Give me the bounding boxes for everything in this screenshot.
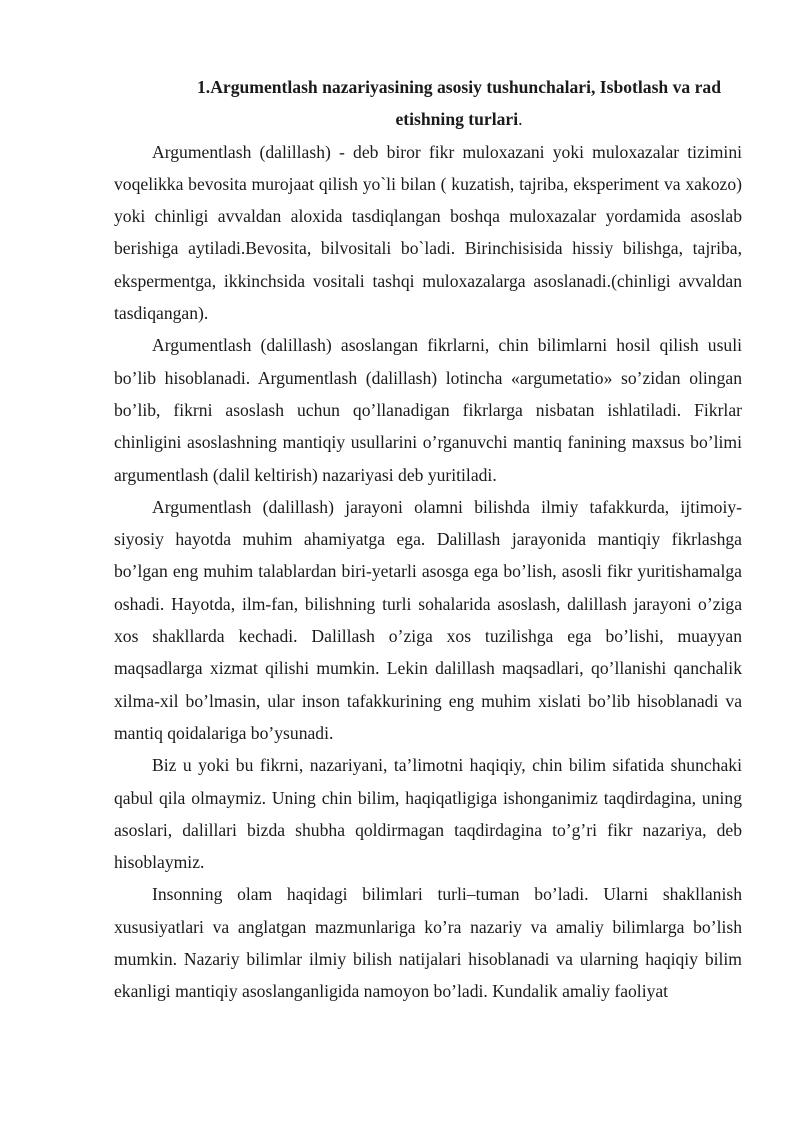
paragraph-4: Biz u yoki bu fikrni, nazariyani, ta’limotni haqiqiy, chin bilim sifatida shunchaki qabul qila olmaymiz. Uning chin bilim, haqiqatligiga ishonganimiz taqdirdagina, uning asoslari, dalillari bizda shubha qoldirmagan taqdirdagina to’g’ri fikr nazariya, deb hisoblaymiz. [114, 755, 742, 873]
section-heading-period: . [518, 109, 523, 130]
paragraph-3: Argumentlash (dalillash) jarayoni olamni bilishda ilmiy tafakkurda, ijtimoiy-siyosiy hayotda muhim ahamiyatga ega. Dalillash jarayonida mantiqiy fikrlashga bo’lgan eng muhim talablardan biri-yetarli asosga ega bo’lish, asosli fikr yuritishamalga oshadi. Hayotda, ilm-fan, bilishning turli sohalarida asoslash, dalillash jarayoni o’ziga xos shakllarda kechadi. Dalillash o’ziga xos tuzilishga ega bo’lishi, muayyan maqsadlarga xizmat qilishi mumkin. Lekin dalillash maqsadlari, qo’llanishi qanchalik xilma-xil bo’lmasin, ular inson tafakkurining eng muhim xislati bo’lib hisoblanadi va mantiq qoidalariga bo’ysunadi. [114, 496, 742, 743]
document-body [114, 71, 742, 1008]
paragraph-1: Argumentlash (dalillash) - deb biror fikr muloxazani yoki muloxazalar tizimini voqelikka bevosita murojaat qilish yo`li bilan ( kuzatish, tajriba, eksperiment va xakozo) yoki chinligi avvaldan aloxida tasdiqlangan boshqa muloxazalar yordamida asoslab berishiga aytiladi.Bevosita, bilvositali bo`ladi. Birinchisisida hissiy bilishga, tajriba, ekspermentga, ikkinchsida vositali tashqi muloxazalarga asoslanadi.(chinligi avvaldan tasdiqangan). [114, 141, 742, 324]
section-heading [114, 71, 742, 136]
section-heading-text: 1.Argumentlash nazariyasining asosiy tushunchalari, Isbotlash va rad etishning turlari [197, 77, 721, 130]
paragraph-5: Insonning olam haqidagi bilimlari turli–tuman bo’ladi. Ularni shakllanish xususiyatlari va anglatgan mazmunlariga ko’ra nazariy va amaliy bilimlarga bo’lish mumkin. Nazariy bilimlar ilmiy bilish natijalari hisoblanadi va ularning haqiqiy bilim ekanligi mantiqiy asoslanganligida namoyon bo’ladi. Kundalik amaliy faoliyat [114, 884, 742, 1002]
paragraph-2: Argumentlash (dalillash) asoslangan fikrlarni, chin bilimlarni hosil qilish usuli bo’lib hisoblanadi. Argumentlash (dalillash) lotincha «argumetatio» so’zidan olingan bo’lib, fikrni asoslash uchun qo’llanadigan fikrlarga nisbatan ishlatiladi. Fikrlar chinligini asoslashning mantiqiy usullarini o’rganuvchi mantiq fanining maxsus bo’limi argumentlash (dalil keltirish) nazariyasi deb yuritiladi. [114, 335, 742, 485]
